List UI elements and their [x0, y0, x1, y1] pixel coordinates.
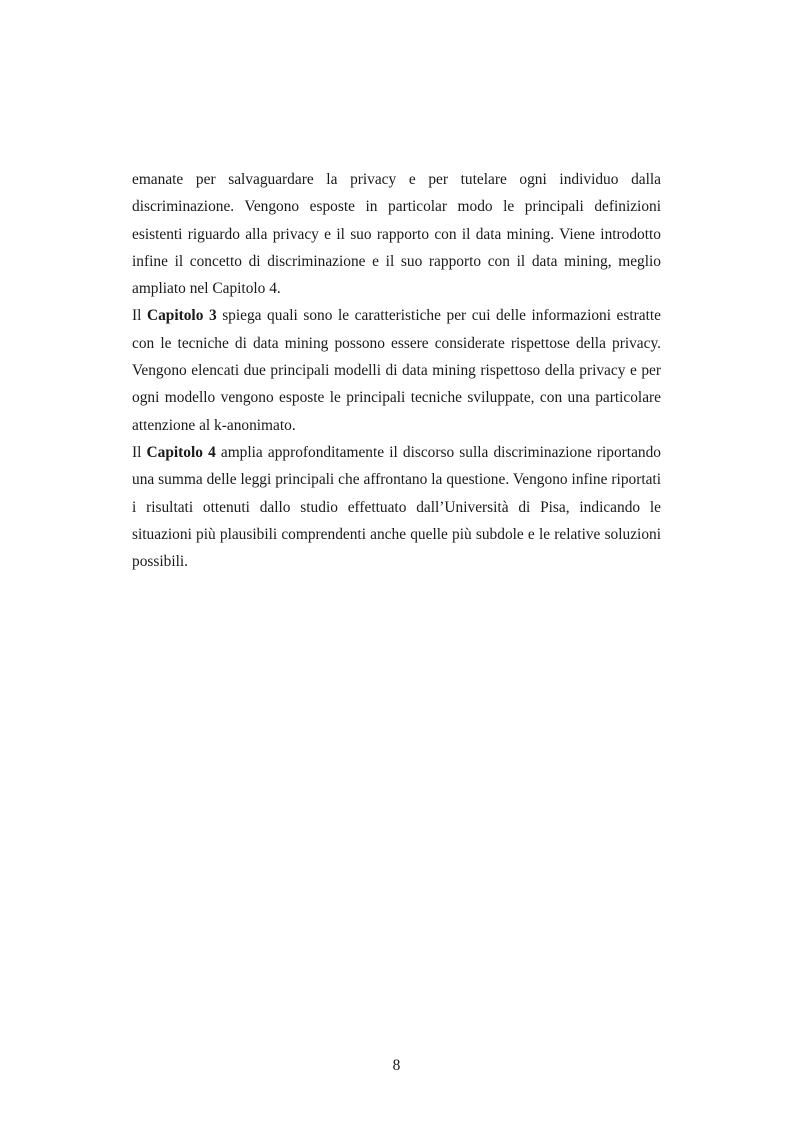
paragraph-chapter-4 [132, 439, 661, 575]
paragraph-text: spiega quali sono le caratteristiche per cui delle informazioni estratte con le tecniche di data mining possono essere considerate rispettose della privacy. Vengono elencati due principali modelli di data mining rispettoso della privacy e per ogni modello vengono esposte le principali tecniche sviluppate, con una particolare attenzione al k-anonimato. [132, 307, 661, 434]
chapter-3-reference: Capitolo 3 [146, 307, 217, 325]
paragraph-lead: Il [132, 307, 147, 325]
page-number: 8 [392, 1057, 401, 1074]
paragraph-chapter-3 [132, 302, 661, 438]
chapter-4-reference: Capitolo 4 [146, 443, 216, 461]
paragraph-intro-continuation [132, 166, 661, 302]
paragraph-text: emanate per salvaguardare la privacy e per tutelare ogni individuo dalla discriminazione. Vengono esposte in particolar modo le principali definizioni esistenti riguardo alla privacy e il suo rapporto con il data mining. Viene introdotto infine il concetto di discriminazione e il suo rapporto con il data mining, meglio ampliato nel Capitolo 4. [132, 171, 661, 298]
paragraph-lead: Il [132, 443, 147, 461]
paragraph-text: amplia approfonditamente il discorso sulla discriminazione riportando una summa delle leggi principali che affrontano la questione. Vengono infine riportati i risultati ottenuti dallo studio effettuato dall’Università di Pisa, indicando le situazioni più plausibili comprendenti anche quelle più subdole e le relative soluzioni possibili. [132, 443, 661, 571]
page-body [132, 166, 661, 575]
